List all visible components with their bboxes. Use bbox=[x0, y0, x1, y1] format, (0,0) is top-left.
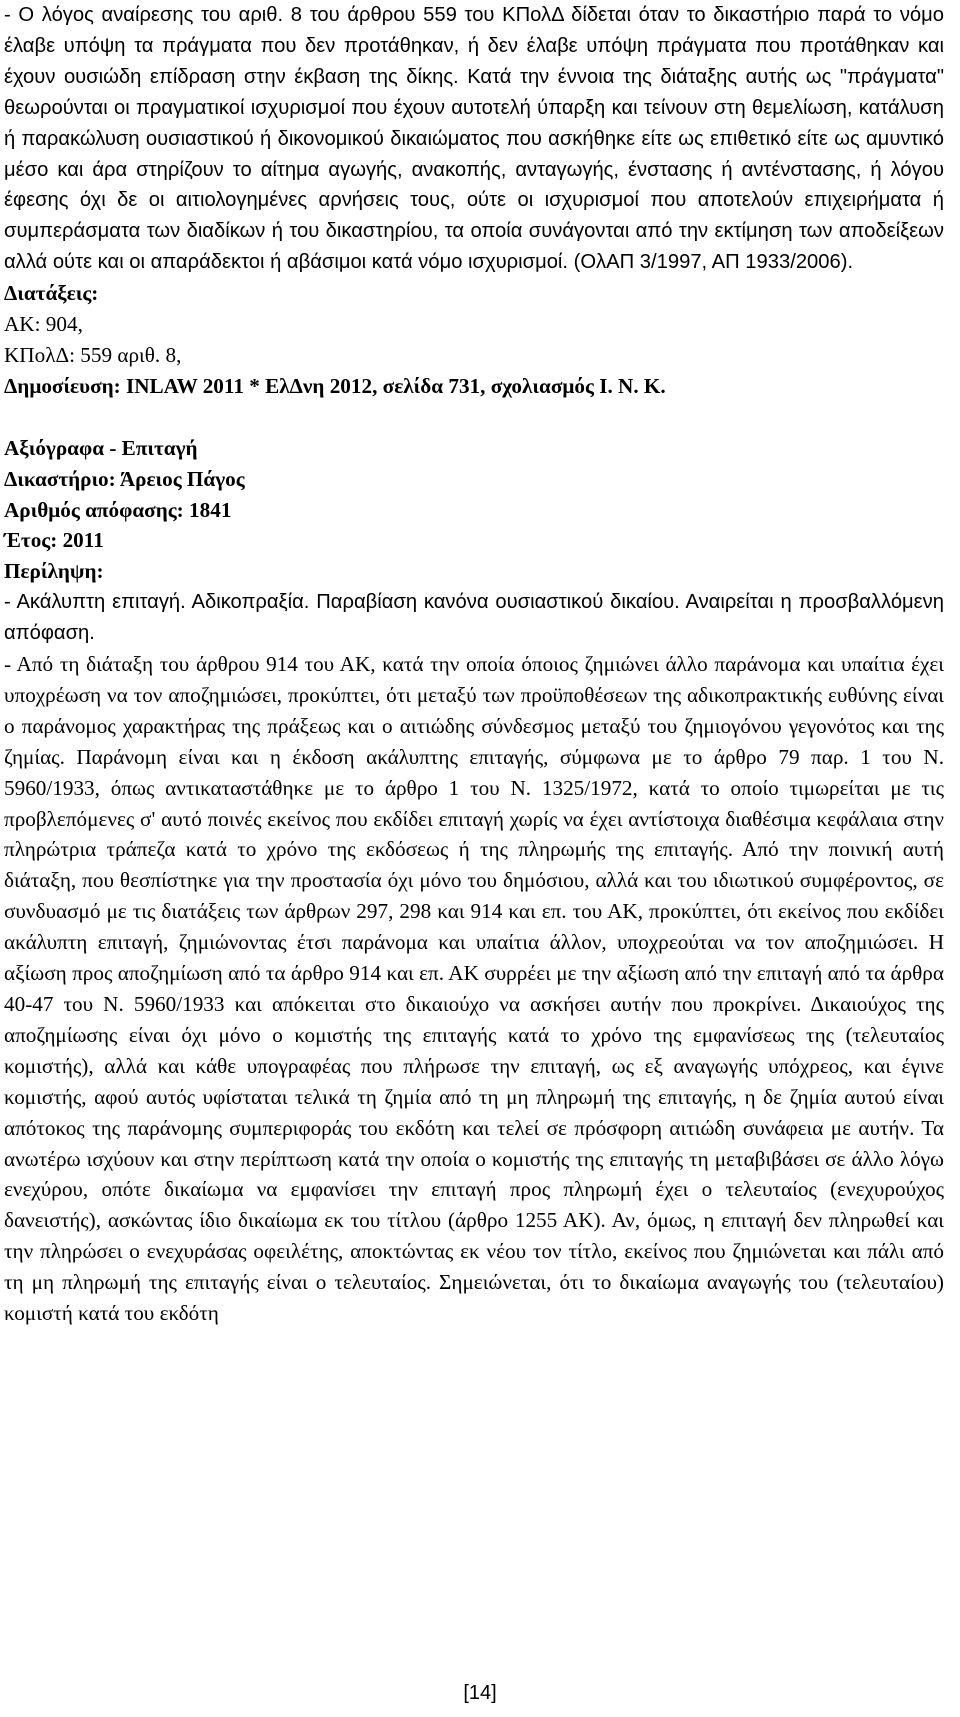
summary-label: Περίληψη: bbox=[4, 559, 104, 584]
summary-body: - Από τη διάταξη του άρθρου 914 του ΑΚ, κατά την οποία όποιος ζημιώνει άλλο παράνομα και υπαίτια έχει υποχρέωση να τον αποζημιώσει, προκύπτει, ότι μεταξύ των προϋποθέσεων της αδικοπρακτικής ευθύνης είναι ο παράνομος χαρακτήρας της πράξεως και ο αιτιώδης σύνδεσμος μεταξύ του ζημιογόνου γεγονότος και της ζημίας. Παράνομη είναι και η έκδοση ακάλυπτης επιταγής, σύμφωνα με το άρθρο 79 παρ. 1 του Ν. 5960/1933, όπως αντικαταστάθηκε με το άρθρο 1 του Ν. 1325/1972, κατά το οποίο τιμωρείται με τις προβλεπόμενες σ' αυτό ποινές εκείνος που εκδίδει επιταγή χωρίς να έχει αντίστοιχα διαθέσιμα κεφάλαια στην πληρώτρια τράπεζα κατά το χρόνο της εκδόσεως ή της πληρωμής της επιταγής. Από την ποινική αυτή διάταξη, που θεσπίστηκε για την προστασία όχι μόνο του δημόσιου, αλλά και του ιδιωτικού συμφέροντος, σε συνδυασμό με τις διατάξεις των άρθρων 297, 298 και 914 και επ. του ΑΚ, προκύπτει, ότι εκείνος που εκδίδει ακάλυπτη επιταγή, ζημιώνοντας έτσι παράνομα και υπαίτια άλλον, υποχρεούται να τον αποζημιώσει. Η αξίωση προς αποζημίωση από τα άρθρο 914 και επ. ΑΚ συρρέει με την αξίωση από την επιταγή από τα άρθρα 40-47 του Ν. 5960/1933 και απόκειται στο δικαιούχο να ασκήσει αυτήν που προκρίνει. Δικαιούχος της αποζημίωσης είναι όχι μόνο ο κομιστής της επιταγής κατά το χρόνο της εμφανίσεως της (τελευταίος κομιστής), αλλά και κάθε υπογραφέας που πλήρωσε την επιταγή, ως εξ αναγωγής υπόχρεος, και έγινε κομιστής, αφού αυτός υφίσταται τελικά τη ζημία από τη μη πληρωμή της επιταγής, η δε ζημία αυτού είναι απότοκος της παράνομης συμπεριφοράς του εκδότη και τελεί σε πρόσφορη αιτιώδη συνάφεια με αυτήν. Τα ανωτέρω ισχύουν και στην περίπτωση κατά την οποία ο κομιστής της επιταγής τη μεταβιβάσει σε άλλο λόγω ενεχύρου, οπότε δικαίωμα να εμφανίσει την επιταγή προς πληρωμή έχει ο τελευταίος (ενεχυρούχος δανειστής), ασκώντας ίδιο δικαίωμα εκ του τίτλου (άρθρο 1255 ΑΚ). Αν, όμως, η επιταγή δεν πληρωθεί και την πληρώσει ο ενεχυράσας οφειλέτης, αποκτώντας εκ νέου τον τίτλο, εκείνος που ζημιώνεται και πάλι από τη μη πληρωμή της επιταγής είναι ο τελευταίος. Σημειώνεται, ότι το δικαίωμα αναγωγής του (τελευταίου) κομιστή κατά του εκδότη bbox=[4, 652, 944, 1326]
summary-line: - Ακάλυπτη επιταγή. Αδικοπραξία. Παραβίαση κανόνα ουσιαστικού δικαίου. Αναιρείται η προσβαλλόμενη απόφαση. bbox=[4, 591, 944, 645]
document-body bbox=[4, 0, 944, 1329]
decision-summary-paragraph: - Ο λόγος αναίρεσης του αριθ. 8 του άρθρου 559 του ΚΠολΔ δίδεται όταν το δικαστήριο παρά το νόμο έλαβε υπόψη τα πράγματα που δεν προτάθηκαν, ή δεν έλαβε υπόψη πράγματα που προτάθηκαν και έχουν ουσιώδη επίδραση στην έκβαση της δίκης. Κατά την έννοια της διάταξης αυτής ως "πράγματα" θεωρούνται οι πραγματικοί ισχυρισμοί που έχουν αυτοτελή ύπαρξη και τείνουν στη θεμελίωση, κατάλυση ή παρακώλυση ουσιαστικού ή δικονομικού δικαιώματος που ασκήθηκε είτε ως επιθετικό είτε ως αμυντικό μέσο και άρα στηρίζουν το αίτημα αγωγής, ανακοπής, ανταγωγής, ένστασης ή αντένστασης, ή λόγου έφεσης όχι δε οι αιτιολογημένες αρνήσεις τους, ούτε οι ισχυρισμοί που αποτελούν επιχειρήματα ή συμπεράσματα των διαδίκων ή του δικαστηρίου, τα οποία συνάγονται από την εκτίμηση των αποδείξεων αλλά ούτε και οι απαράδεκτοι ή αβάσιμοι κατά νόμο ισχυρισμοί. (ΟλΑΠ 3/1997, ΑΠ 1933/2006). bbox=[4, 4, 944, 274]
spacer bbox=[4, 402, 944, 433]
decision-number-line bbox=[4, 495, 944, 526]
year-label: Έτος: bbox=[4, 528, 58, 553]
court-line: Δικαστήριο: Άρειος Πάγος bbox=[4, 466, 245, 491]
provision-item: ΚΠολΔ: 559 αριθ. 8, bbox=[4, 342, 182, 367]
publication-line: Δημοσίευση: INLAW 2011 * ΕλΔνη 2012, σελίδα 731, σχολιασμός Ι. Ν. Κ. bbox=[4, 373, 666, 398]
year-value: 2011 bbox=[62, 528, 104, 553]
section-title: Αξιόγραφα - Επιταγή bbox=[4, 435, 198, 460]
provisions-label: Διατάξεις: bbox=[4, 281, 99, 306]
decision-number-label: Αριθμός απόφασης: bbox=[4, 497, 184, 522]
decision-number-value: 1841 bbox=[189, 497, 232, 522]
page-number: [14] bbox=[463, 1682, 497, 1704]
year-line bbox=[4, 525, 944, 556]
provision-item: ΑΚ: 904, bbox=[4, 312, 83, 337]
